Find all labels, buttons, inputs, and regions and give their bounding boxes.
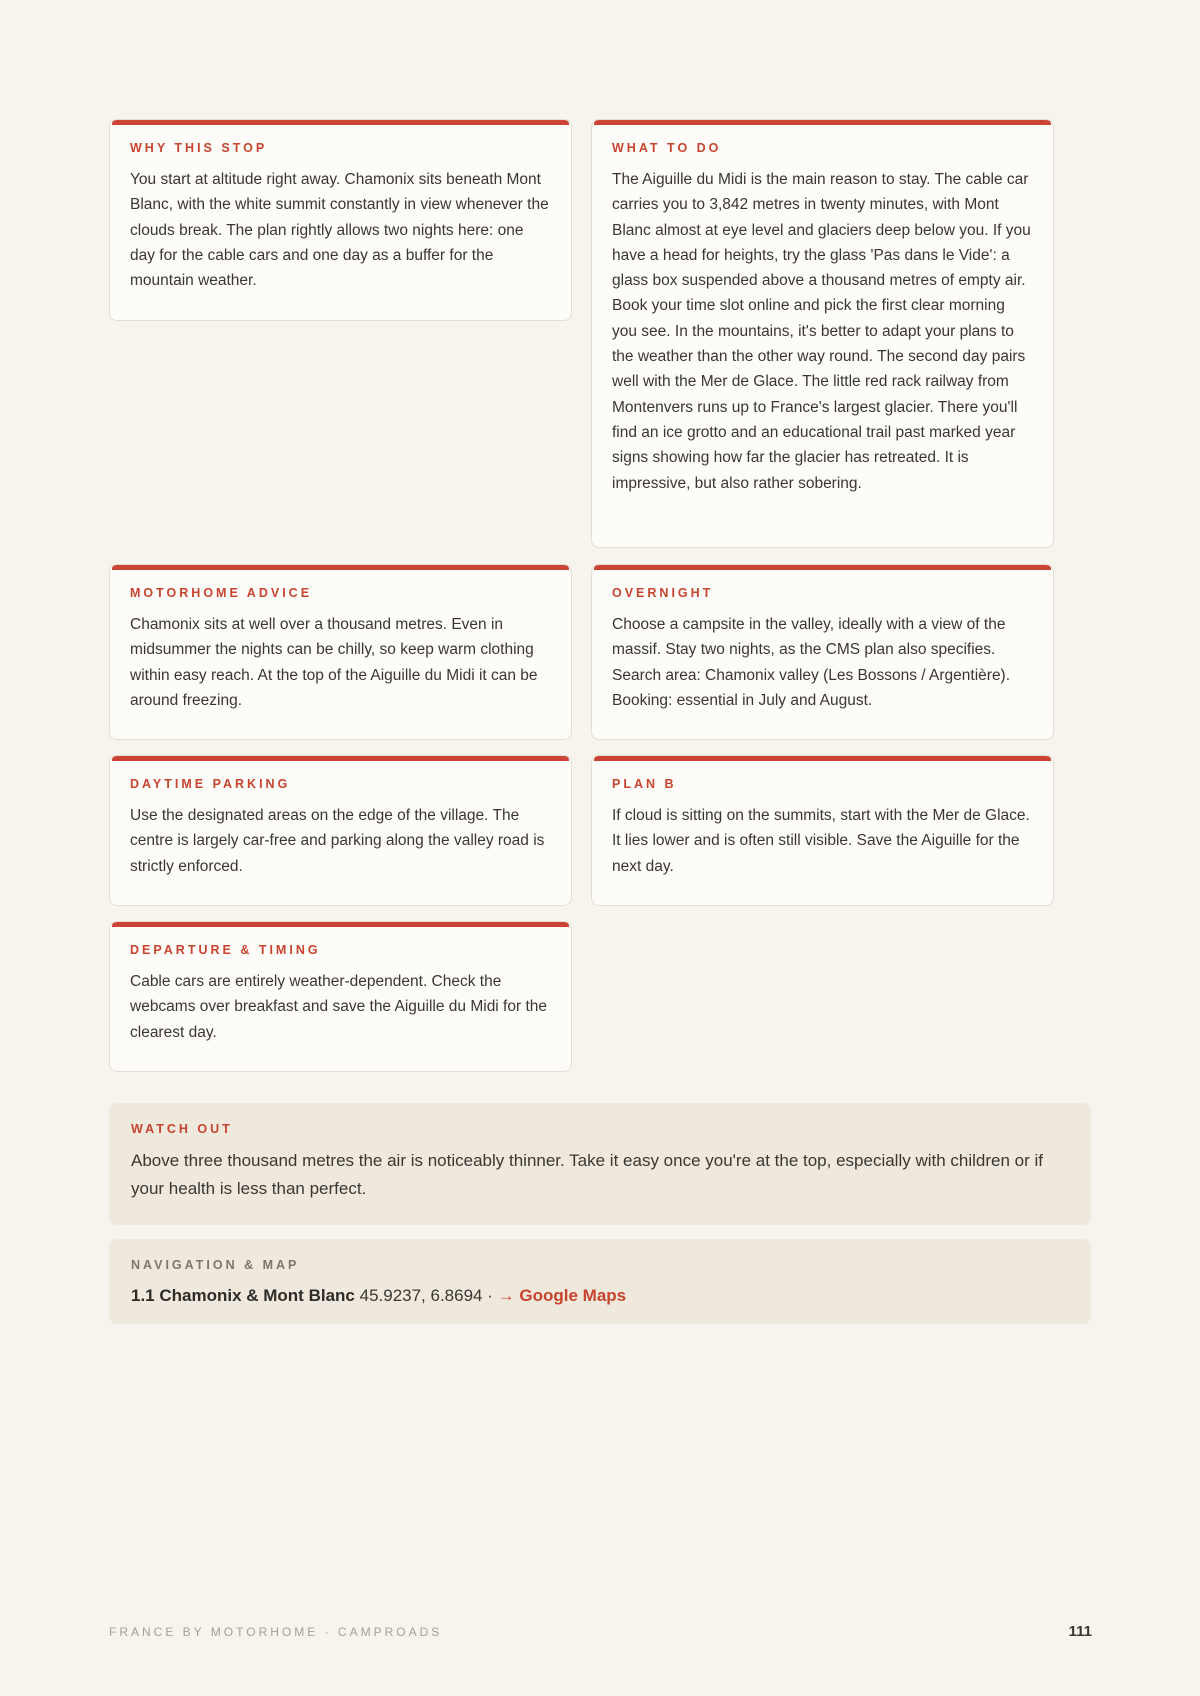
google-maps-link[interactable]: → Google Maps: [497, 1286, 627, 1305]
card-what-to-do: [591, 119, 1054, 548]
card-text: You start at altitude right away. Chamonix sits beneath Mont Blanc, with the white summit constantly in view whenever the clouds break. The plan rightly allows two nights here: one day for the cable cars and one day as a buffer for the mountain weather.: [130, 171, 549, 290]
watch-out-label: WATCH OUT: [131, 1122, 233, 1136]
separator: ·: [487, 1286, 493, 1305]
card-motorhome-advice: [109, 564, 572, 740]
card-label: PLAN B: [612, 777, 677, 791]
coordinates: 45.9237, 6.8694: [359, 1286, 483, 1305]
footer-publication: FRANCE BY MOTORHOME · CAMPROADS: [109, 1625, 443, 1639]
navigation-box: [109, 1239, 1091, 1324]
card-plan-b: [591, 755, 1054, 906]
watch-out-box: [109, 1103, 1091, 1225]
card-label: OVERNIGHT: [612, 586, 714, 600]
card-text: The Aiguille du Midi is the main reason to stay. The cable car carries you to 3,842 metres in twenty minutes, with Mont Blanc almost at eye level and glaciers deep below you. If you have a head for heights, try the glass 'Pas dans le Vide': a glass box suspended above a thousand metres of empty air. Book your time slot online and pick the first clear morning you see. In the mountains, it's better to adapt your plans to the weather than the other way round. The second day pairs well with the Mer de Glace. The little red rack railway from Montenvers runs up to France's largest glacier. There you'll find an ice grotto and an educational trail past marked year signs showing how far the glacier has retreated. It is impressive, but also rather sobering.: [612, 171, 1031, 492]
card-label: DAYTIME PARKING: [130, 777, 291, 791]
card-departure-timing: [109, 921, 572, 1072]
card-text: Choose a campsite in the valley, ideally with a view of the massif. Stay two nights, as the CMS plan also specifies. Search area: Chamonix valley (Les Bossons / Argentière). Booking: essential in July and August.: [612, 616, 1011, 709]
card-text: Cable cars are entirely weather-dependent. Check the webcams over breakfast and save the Aiguille du Midi for the clearest day.: [130, 973, 548, 1041]
card-label: DEPARTURE & TIMING: [130, 943, 321, 957]
card-text: Chamonix sits at well over a thousand metres. Even in midsummer the nights can be chilly, so keep warm clothing within easy reach. At the top of the Aiguille du Midi it can be around freezing.: [130, 616, 538, 709]
navigation-label: NAVIGATION & MAP: [131, 1258, 300, 1272]
card-text: Use the designated areas on the edge of the village. The centre is largely car-free and parking along the valley road is strictly enforced.: [130, 807, 545, 875]
navigation-line: [131, 1283, 1069, 1309]
page-number: 111: [1068, 1623, 1092, 1640]
watch-out-text: Above three thousand metres the air is noticeably thinner. Take it easy once you're at the top, especially with children or if your health is less than perfect.: [131, 1151, 1043, 1198]
card-text: If cloud is sitting on the summits, start with the Mer de Glace. It lies lower and is often still visible. Save the Aiguille for the next day.: [612, 807, 1030, 875]
card-daytime-parking: [109, 755, 572, 906]
card-label: MOTORHOME ADVICE: [130, 586, 313, 600]
card-overnight: [591, 564, 1054, 740]
card-why-this-stop: [109, 119, 572, 321]
place-name: 1.1 Chamonix & Mont Blanc: [131, 1286, 355, 1305]
card-label: WHY THIS STOP: [130, 141, 268, 155]
card-label: WHAT TO DO: [612, 141, 722, 155]
